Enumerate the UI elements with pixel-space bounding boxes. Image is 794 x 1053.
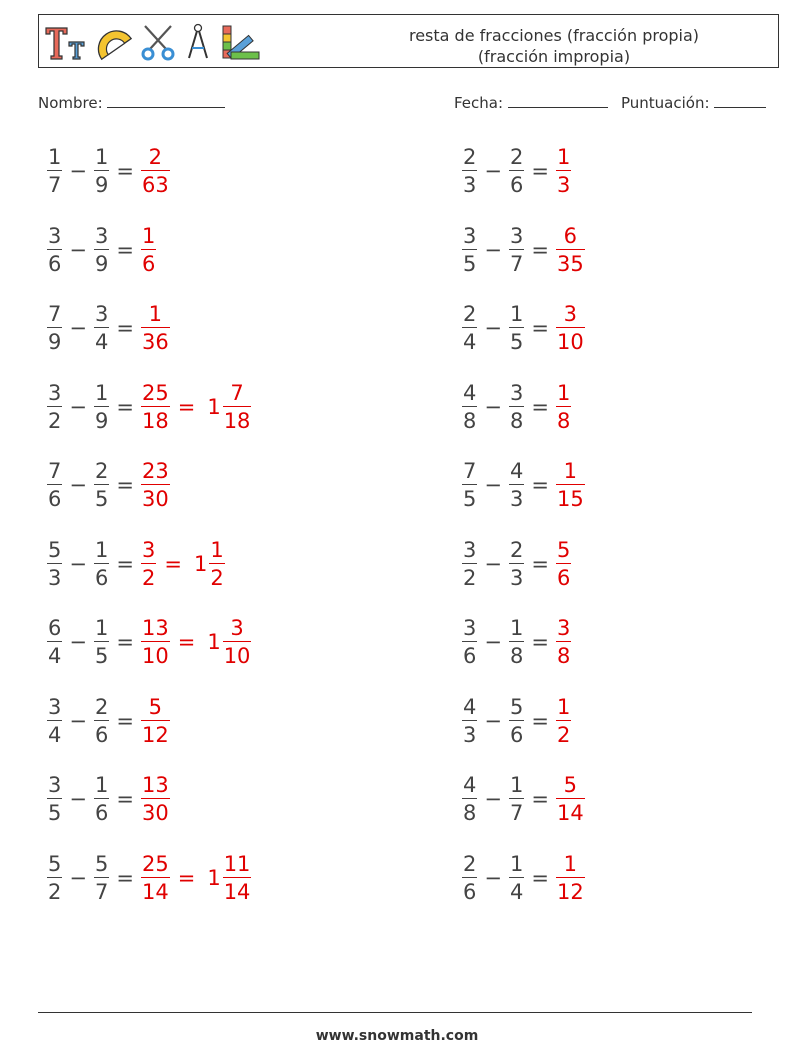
mixed-fraction-numerator: 1 — [210, 537, 224, 562]
answer-fraction-denominator: 18 — [141, 406, 170, 433]
equals-sign: = — [531, 630, 549, 654]
fraction-b-denominator: 8 — [509, 641, 524, 668]
fraction-a-denominator: 9 — [47, 327, 62, 354]
mixed-fraction-numerator: 7 — [230, 380, 244, 405]
fraction-b-denominator: 6 — [94, 720, 109, 747]
fraction-a — [47, 538, 62, 590]
fraction-b — [509, 616, 524, 668]
title-line-2: (fracción impropia) — [477, 47, 631, 66]
fraction-a-numerator: 4 — [463, 380, 477, 405]
equals-sign: = — [531, 159, 549, 183]
fraction-b-numerator: 1 — [94, 773, 109, 797]
fraction-b — [509, 381, 524, 433]
fraction-a — [47, 773, 62, 825]
problem-9 — [47, 456, 170, 514]
mixed-fraction-denominator: 2 — [209, 563, 224, 590]
fraction-a — [47, 302, 62, 354]
minus-sign: − — [69, 787, 87, 811]
minus-sign: − — [484, 708, 502, 733]
fraction-b — [94, 224, 109, 276]
answer-fraction-denominator: 14 — [141, 877, 170, 904]
problem-12 — [462, 535, 571, 593]
fraction-b — [509, 538, 524, 590]
fraction-a — [47, 459, 62, 511]
fraction-b-denominator: 6 — [94, 563, 109, 590]
answer-fraction-denominator: 2 — [556, 720, 571, 747]
fraction-a — [47, 852, 62, 904]
fraction-b-denominator: 6 — [94, 798, 109, 825]
equals-sign: = — [116, 159, 134, 183]
fraction-a — [462, 459, 477, 511]
fraction-a-denominator: 5 — [462, 484, 477, 511]
fraction-a-numerator: 5 — [48, 537, 62, 562]
minus-sign: − — [484, 865, 502, 890]
fraction-b-numerator: 1 — [94, 145, 109, 169]
fraction-a — [462, 538, 477, 590]
answer-fraction-numerator: 13 — [141, 773, 169, 797]
problem-14 — [462, 613, 571, 671]
answer-fraction-numerator: 1 — [148, 302, 163, 326]
fraction-a-numerator: 3 — [48, 223, 62, 248]
fraction-a-numerator: 2 — [463, 851, 477, 876]
fraction-b-denominator: 5 — [509, 327, 524, 354]
mixed-fraction-denominator: 18 — [223, 406, 252, 433]
fraction-a-denominator: 3 — [462, 720, 477, 747]
fraction-a-numerator: 3 — [463, 616, 477, 640]
fraction-b-denominator: 8 — [509, 406, 524, 433]
answer-fraction — [556, 381, 571, 433]
answer-fraction-denominator: 12 — [141, 720, 170, 747]
minus-sign: − — [69, 159, 87, 183]
answer-fraction-numerator: 25 — [141, 851, 169, 876]
mixed-whole: 1 — [207, 865, 221, 890]
fraction-b — [94, 145, 109, 197]
problem-8 — [462, 378, 571, 436]
fraction-b-denominator: 9 — [94, 170, 109, 197]
mixed-whole: 1 — [207, 394, 221, 419]
mixed-fraction-denominator: 14 — [223, 877, 252, 904]
fraction-a-denominator: 6 — [47, 249, 62, 276]
answer-fraction-numerator: 23 — [141, 459, 169, 483]
fraction-a — [462, 224, 477, 276]
answer-fraction — [556, 852, 585, 904]
fraction-b — [94, 459, 109, 511]
fraction-b — [94, 695, 109, 747]
problem-4 — [462, 221, 585, 279]
fraction-b-denominator: 6 — [509, 170, 524, 197]
fraction-b-numerator: 1 — [94, 380, 109, 405]
answer-fraction-numerator: 25 — [141, 380, 169, 405]
equals-sign: = — [116, 708, 134, 733]
mixed-fraction-denominator: 10 — [223, 641, 252, 668]
fraction-a-denominator: 2 — [47, 406, 62, 433]
fraction-a-denominator: 6 — [47, 484, 62, 511]
answer-fraction-denominator: 3 — [556, 170, 571, 197]
answer-fraction-numerator: 5 — [556, 537, 571, 562]
fraction-b-denominator: 6 — [509, 720, 524, 747]
fraction-b-denominator: 4 — [94, 327, 109, 354]
fraction-b-denominator: 3 — [509, 563, 524, 590]
problem-10 — [462, 456, 585, 514]
problem-1 — [47, 142, 170, 200]
fraction-b — [509, 302, 524, 354]
footer-divider — [38, 1012, 752, 1013]
answer-fraction-denominator: 63 — [141, 170, 170, 197]
equals-sign: = — [531, 316, 549, 340]
answer-fraction — [141, 616, 170, 668]
fraction-a-numerator: 5 — [48, 851, 62, 876]
fraction-b-numerator: 3 — [509, 223, 524, 248]
equals-sign: = — [116, 865, 134, 890]
fraction-a-denominator: 8 — [462, 406, 477, 433]
answer-fraction-numerator: 3 — [563, 302, 578, 326]
fraction-b — [94, 381, 109, 433]
fraction-a-denominator: 3 — [462, 170, 477, 197]
fraction-a-numerator: 4 — [463, 694, 477, 719]
fraction-b-numerator: 2 — [94, 459, 109, 483]
fraction-a — [462, 616, 477, 668]
answer-fraction — [556, 302, 585, 354]
problem-7 — [47, 378, 251, 436]
minus-sign: − — [69, 551, 87, 576]
fraction-b-numerator: 2 — [94, 694, 109, 719]
fraction-a — [462, 852, 477, 904]
fraction-b-numerator: 5 — [94, 851, 109, 876]
equals-sign: = — [116, 237, 134, 262]
fraction-b-numerator: 3 — [94, 223, 109, 248]
fraction-b-numerator: 1 — [94, 616, 109, 640]
answer-fraction-numerator: 6 — [563, 223, 578, 248]
answer-fraction-numerator: 5 — [148, 694, 163, 719]
answer-equals-sign: = — [177, 630, 196, 654]
fraction-b-numerator: 3 — [509, 380, 524, 405]
equals-sign: = — [116, 316, 134, 340]
problem-19 — [47, 849, 251, 907]
answer-fraction — [141, 145, 170, 197]
minus-sign: − — [484, 551, 502, 576]
answer-fraction-denominator: 30 — [141, 798, 170, 825]
answer-fraction-numerator: 3 — [556, 616, 571, 640]
answer-fraction-numerator: 5 — [563, 773, 578, 797]
fraction-b — [509, 459, 524, 511]
fraction-a-denominator: 7 — [47, 170, 62, 197]
fraction-b-numerator: 2 — [509, 145, 524, 169]
fraction-a — [462, 381, 477, 433]
problem-2 — [462, 142, 571, 200]
fraction-a-numerator: 7 — [463, 459, 477, 483]
minus-sign: − — [69, 394, 87, 419]
problem-5 — [47, 299, 170, 357]
fraction-b-numerator: 5 — [509, 694, 524, 719]
fraction-b-numerator: 1 — [94, 537, 109, 562]
fraction-a — [47, 224, 62, 276]
fraction-a-denominator: 5 — [462, 249, 477, 276]
answer-fraction — [141, 302, 170, 354]
fraction-a — [462, 302, 477, 354]
answer-equals-sign: = — [164, 551, 182, 576]
answer-fraction-denominator: 36 — [141, 327, 170, 354]
answer-fraction-denominator: 15 — [556, 484, 585, 511]
fraction-b — [94, 538, 109, 590]
fraction-b-denominator: 9 — [94, 249, 109, 276]
equals-sign: = — [116, 394, 134, 419]
fraction-b-numerator: 4 — [509, 459, 524, 483]
answer-equals-sign: = — [177, 865, 196, 890]
fraction-a-numerator: 4 — [463, 773, 477, 797]
fraction-b-denominator: 7 — [509, 798, 524, 825]
answer-fraction — [556, 773, 585, 825]
problem-6 — [462, 299, 585, 357]
fraction-b-numerator: 2 — [509, 537, 524, 562]
fraction-b — [509, 145, 524, 197]
fraction-a — [47, 695, 62, 747]
minus-sign: − — [69, 865, 87, 890]
minus-sign: − — [484, 237, 502, 262]
mixed-fraction — [223, 852, 252, 904]
fraction-b — [94, 773, 109, 825]
fraction-b — [94, 302, 109, 354]
answer-fraction — [141, 459, 170, 511]
answer-fraction-denominator: 10 — [556, 327, 585, 354]
fraction-b-denominator: 4 — [509, 877, 524, 904]
answer-fraction-numerator: 1 — [563, 851, 578, 876]
mixed-fraction-numerator: 3 — [230, 616, 244, 640]
answer-fraction-denominator: 35 — [556, 249, 585, 276]
mixed-fraction — [209, 538, 224, 590]
fraction-a — [462, 773, 477, 825]
mixed-fraction-numerator: 11 — [223, 851, 251, 876]
fraction-b-denominator: 7 — [509, 249, 524, 276]
mixed-fraction — [223, 616, 252, 668]
fraction-a-numerator: 3 — [463, 223, 477, 248]
minus-sign: − — [484, 630, 502, 654]
fraction-a-numerator: 2 — [463, 145, 477, 169]
fraction-a-numerator: 3 — [48, 380, 62, 405]
answer-fraction-numerator: 1 — [556, 694, 571, 719]
fraction-b-denominator: 7 — [94, 877, 109, 904]
minus-sign: − — [69, 708, 87, 733]
answer-fraction-numerator: 1 — [556, 145, 571, 169]
answer-fraction — [556, 145, 571, 197]
answer-fraction — [141, 852, 170, 904]
equals-sign: = — [531, 708, 549, 733]
minus-sign: − — [69, 316, 87, 340]
fraction-a-numerator: 3 — [463, 537, 477, 562]
fraction-a-numerator: 7 — [48, 459, 62, 483]
answer-fraction-numerator: 1 — [556, 380, 571, 405]
fraction-b-denominator: 5 — [94, 641, 109, 668]
fraction-a-numerator: 7 — [48, 302, 62, 326]
title-line-1: resta de fracciones (fracción propia) — [408, 26, 700, 45]
answer-fraction — [141, 381, 170, 433]
equals-sign: = — [116, 630, 134, 654]
fraction-a-denominator: 4 — [47, 720, 62, 747]
answer-equals-sign: = — [177, 394, 196, 419]
problem-16 — [462, 692, 571, 750]
fraction-a-denominator: 4 — [462, 327, 477, 354]
fraction-a-numerator: 3 — [48, 773, 62, 797]
fraction-b — [509, 852, 524, 904]
fraction-a — [47, 616, 62, 668]
answer-fraction — [556, 459, 585, 511]
equals-sign: = — [531, 237, 549, 262]
fraction-b-numerator: 1 — [509, 302, 524, 326]
answer-fraction — [141, 695, 170, 747]
fraction-a-denominator: 2 — [47, 877, 62, 904]
fraction-b-numerator: 1 — [509, 773, 524, 797]
equals-sign: = — [531, 865, 549, 890]
answer-fraction-denominator: 14 — [556, 798, 585, 825]
answer-fraction-denominator: 6 — [141, 249, 156, 276]
problem-15 — [47, 692, 170, 750]
answer-fraction-numerator: 3 — [141, 537, 156, 562]
answer-fraction — [141, 773, 170, 825]
fraction-a-denominator: 4 — [47, 641, 62, 668]
fraction-a — [47, 145, 62, 197]
answer-fraction-numerator: 2 — [148, 145, 163, 169]
fraction-b — [509, 773, 524, 825]
fraction-a-numerator: 6 — [48, 616, 62, 640]
mixed-fraction — [223, 381, 252, 433]
name-label: Nombre: — [38, 94, 103, 112]
problem-13 — [47, 613, 251, 671]
fraction-b-numerator: 1 — [509, 616, 524, 640]
fraction-a-denominator: 8 — [462, 798, 477, 825]
fraction-a-denominator: 2 — [462, 563, 477, 590]
equals-sign: = — [116, 473, 134, 497]
minus-sign: − — [69, 473, 87, 497]
equals-sign: = — [531, 787, 549, 811]
fraction-a-numerator: 1 — [48, 145, 62, 169]
answer-fraction-denominator: 12 — [556, 877, 585, 904]
equals-sign: = — [531, 473, 549, 497]
fraction-a — [462, 145, 477, 197]
minus-sign: − — [484, 316, 502, 340]
fraction-a-denominator: 5 — [47, 798, 62, 825]
equals-sign: = — [531, 551, 549, 576]
score-label: Puntuación: — [621, 94, 710, 112]
fraction-a-denominator: 6 — [462, 877, 477, 904]
answer-fraction-denominator: 10 — [141, 641, 170, 668]
answer-fraction-denominator: 6 — [556, 563, 571, 590]
fraction-b — [509, 224, 524, 276]
answer-fraction-denominator: 8 — [556, 641, 571, 668]
date-label: Fecha: — [454, 94, 504, 112]
answer-fraction — [556, 616, 571, 668]
mixed-whole: 1 — [193, 551, 208, 576]
minus-sign: − — [484, 159, 502, 183]
problem-3 — [47, 221, 156, 279]
fraction-b-numerator: 1 — [509, 851, 524, 876]
minus-sign: − — [484, 473, 502, 497]
fraction-b-numerator: 3 — [94, 302, 109, 326]
fraction-b — [94, 852, 109, 904]
answer-fraction-denominator: 2 — [141, 563, 156, 590]
answer-fraction — [141, 224, 156, 276]
fraction-a-denominator: 3 — [47, 563, 62, 590]
fraction-b — [94, 616, 109, 668]
minus-sign: − — [484, 394, 502, 419]
problem-18 — [462, 770, 585, 828]
fraction-a-denominator: 6 — [462, 641, 477, 668]
mixed-whole: 1 — [207, 630, 221, 654]
fraction-a — [47, 381, 62, 433]
fraction-b-denominator: 3 — [509, 484, 524, 511]
problem-20 — [462, 849, 585, 907]
answer-fraction-numerator: 1 — [141, 223, 156, 248]
footer-website: www.snowmath.com — [315, 1028, 479, 1044]
equals-sign: = — [116, 551, 134, 576]
answer-fraction — [556, 538, 571, 590]
answer-fraction-denominator: 30 — [141, 484, 170, 511]
fraction-b-denominator: 9 — [94, 406, 109, 433]
minus-sign: − — [484, 787, 502, 811]
answer-fraction-numerator: 13 — [141, 616, 169, 640]
fraction-b-denominator: 5 — [94, 484, 109, 511]
equals-sign: = — [116, 787, 134, 811]
minus-sign: − — [69, 237, 87, 262]
fraction-a-numerator: 2 — [463, 302, 477, 326]
problem-17 — [47, 770, 170, 828]
answer-fraction-denominator: 8 — [556, 406, 571, 433]
equals-sign: = — [531, 394, 549, 419]
fraction-b — [509, 695, 524, 747]
answer-fraction — [141, 538, 156, 590]
problem-11 — [47, 535, 225, 593]
fraction-a — [462, 695, 477, 747]
fraction-a-numerator: 3 — [48, 694, 62, 719]
minus-sign: − — [69, 630, 87, 654]
answer-fraction-numerator: 1 — [563, 459, 578, 483]
answer-fraction — [556, 224, 585, 276]
answer-fraction — [556, 695, 571, 747]
